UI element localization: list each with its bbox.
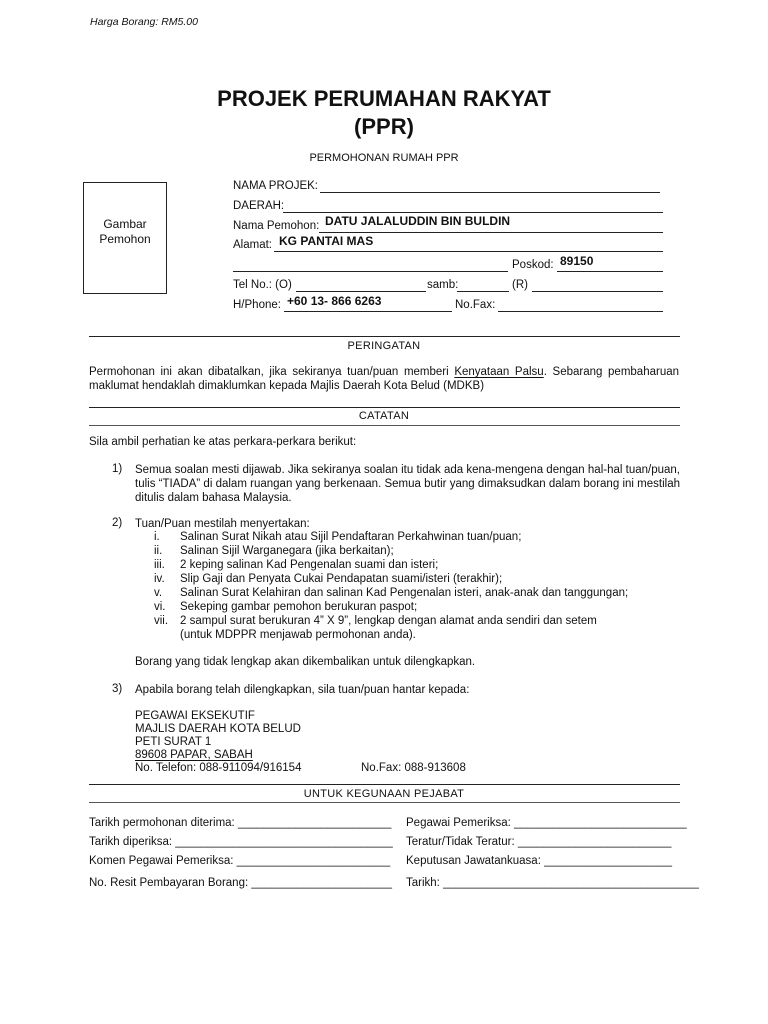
office-field-officer-comment[interactable]: Komen Pegawai Pemeriksa: ________________________: [89, 855, 391, 867]
address-line: 89608 PAPAR, SABAH: [135, 749, 253, 761]
office-phone-field[interactable]: [296, 291, 426, 292]
office-field-date[interactable]: Tarikh: ________________________________________: [406, 877, 699, 889]
section-divider: [89, 336, 680, 337]
address-value: KG PANTAI MAS: [279, 234, 374, 248]
address-label: Alamat:: [233, 239, 272, 251]
photo-label-line1: Gambar: [103, 217, 147, 231]
list-item-text: Slip Gaji dan Penyata Cukai Pendapatan suami/isteri (terakhir);: [180, 573, 503, 585]
project-name-label: NAMA PROJEK:: [233, 180, 318, 192]
office-field-committee-decision[interactable]: Keputusan Jawatankuasa: ____________________: [406, 855, 673, 867]
address-field-line2[interactable]: [233, 271, 508, 272]
home-phone-field[interactable]: [532, 291, 663, 292]
form-price: Harga Borang: RM5.00: [90, 16, 198, 28]
mobile-phone-label: H/Phone:: [233, 299, 281, 311]
office-fax-number: No.Fax: 088-913608: [361, 762, 466, 774]
postcode-label: Poskod:: [512, 259, 554, 271]
page-title-abbrev: (PPR): [354, 114, 414, 139]
list-item-number: ii.: [154, 545, 163, 557]
page-subtitle: PERMOHONAN RUMAH PPR: [309, 152, 459, 164]
false-statement-text: Kenyataan Palsu: [454, 366, 544, 378]
list-item-text: Salinan Sijil Warganegara (jika berkaitan);: [180, 545, 394, 557]
note-3-text: Apabila borang telah dilengkapkan, sila tuan/puan hantar kepada:: [135, 684, 470, 696]
note-1-number: 1): [112, 463, 123, 475]
office-phone-label: Tel No.: (O): [233, 279, 292, 291]
list-item-number: vii.: [154, 615, 169, 627]
section-divider: [89, 425, 680, 426]
office-field-examining-officer[interactable]: Pegawai Pemeriksa: ___________________________: [406, 817, 687, 829]
page-title: PROJEK PERUMAHAN RAKYAT: [217, 86, 551, 111]
notes-intro: Sila ambil perhatian ke atas perkara-perkara berikut:: [89, 436, 357, 448]
list-item-number: v.: [154, 587, 163, 599]
list-item-text: 2 keping salinan Kad Pengenalan suami dan isteri;: [180, 559, 439, 571]
postcode-value: 89150: [560, 254, 594, 268]
address-line: MAJLIS DAERAH KOTA BELUD: [135, 723, 301, 735]
fax-field[interactable]: [498, 311, 663, 312]
extension-label: samb:: [427, 279, 459, 291]
warning-text: [89, 365, 679, 393]
address-line: PEGAWAI EKSEKUTIF: [135, 710, 255, 722]
warning-title: PERINGATAN: [347, 340, 421, 352]
extension-field[interactable]: [457, 291, 509, 292]
applicant-photo-box: [83, 182, 167, 294]
note-2-footnote: Borang yang tidak lengkap akan dikembalikan untuk dilengkapkan.: [135, 656, 476, 668]
address-field[interactable]: [274, 251, 663, 252]
office-field-receipt-number[interactable]: No. Resit Pembayaran Borang: ______________________: [89, 877, 393, 889]
project-name-field[interactable]: [320, 192, 660, 193]
section-divider: [89, 784, 680, 785]
list-item-text: Salinan Surat Nikah atau Sijil Pendaftaran Perkahwinan tuan/puan;: [180, 531, 522, 543]
district-field[interactable]: [283, 212, 663, 213]
list-item-text: Sekeping gambar pemohon berukuran paspot;: [180, 601, 418, 613]
office-phone-number: No. Telefon: 088-911094/916154: [135, 762, 302, 774]
list-item-text: 2 sampul surat berukuran 4” X 9”, lengkap dengan alamat anda sendiri dan setem: [180, 615, 597, 627]
applicant-name-label: Nama Pemohon:: [233, 220, 320, 232]
district-label: DAERAH:: [233, 200, 285, 212]
photo-label-line2: Pemohon: [99, 232, 151, 246]
mobile-phone-value: +60 13- 866 6263: [287, 294, 382, 308]
office-field-order-status[interactable]: Teratur/Tidak Teratur: ________________________: [406, 836, 672, 848]
note-2-number: 2): [112, 517, 123, 529]
list-item-number: iii.: [154, 559, 165, 571]
list-item-text: Salinan Surat Kelahiran dan salinan Kad Pengenalan isteri, anak-anak dan tanggungan;: [180, 587, 629, 599]
applicant-name-field[interactable]: [319, 232, 663, 233]
postcode-field[interactable]: [557, 271, 663, 272]
applicant-name-value: DATU JALALUDDIN BIN BULDIN: [325, 214, 511, 228]
mobile-phone-field[interactable]: [284, 311, 452, 312]
note-1-text: Semua soalan mesti dijawab. Jika sekiranya soalan itu tidak ada kena-mengena dengan hal-hal tuan/puan, tulis “TIADA” di dalam ruangan yang berkenaan. Semua butir yang dimaksudkan dalam borang ini mestilah ditulis dalam bahasa Malaysia.: [135, 464, 680, 504]
list-item-number: i.: [154, 531, 160, 543]
note-2-text: Tuan/Puan mestilah menyertakan:: [135, 518, 310, 530]
warning-text-part2: . Sebarang pembaharuan maklumat hendaklah dimaklumkan kepada Majlis Daerah Kota Belud (MDKB): [89, 366, 680, 392]
office-field-received-date[interactable]: Tarikh permohonan diterima: ________________________: [89, 817, 392, 829]
warning-text-part1: Permohonan ini akan dibatalkan, jika sekiranya tuan/puan memberi: [89, 366, 455, 378]
section-divider: [89, 407, 680, 408]
office-field-checked-date[interactable]: Tarikh diperiksa: __________________________________: [89, 836, 393, 848]
section-divider: [89, 802, 680, 803]
fax-label: No.Fax:: [455, 299, 496, 311]
list-item-continuation: (untuk MDPPR menjawab permohonan anda).: [180, 629, 416, 641]
office-use-title: UNTUK KEGUNAAN PEJABAT: [303, 788, 465, 800]
address-line: PETI SURAT 1: [135, 736, 212, 748]
list-item-number: iv.: [154, 573, 165, 585]
note-3-number: 3): [112, 683, 123, 695]
notes-title: CATATAN: [358, 410, 410, 422]
home-phone-label: (R): [512, 279, 528, 291]
list-item-number: vi.: [154, 601, 166, 613]
